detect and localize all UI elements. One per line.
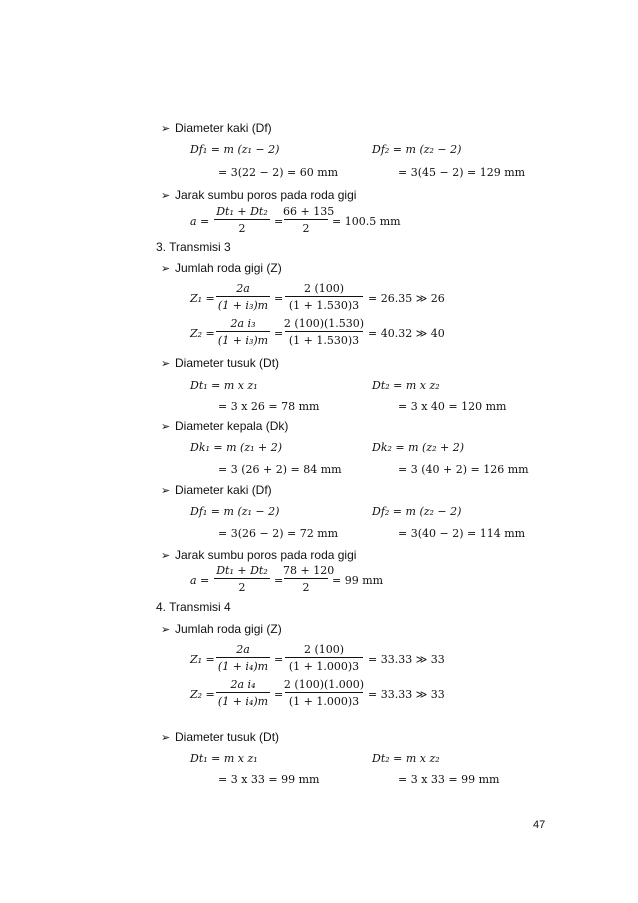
fraction-denominator: (1 + i₃)m — [217, 334, 269, 347]
equals-sign: = — [274, 215, 284, 228]
formula-left: Dk₁ = m (z₁ + 2) — [190, 441, 283, 454]
fraction-numerator: 2 (100) — [303, 643, 345, 656]
fraction-bar — [216, 296, 270, 297]
bullet-arrow-icon: ➢ — [161, 122, 171, 135]
fraction-denominator: 2 — [302, 222, 310, 235]
equation-lhs: Z₁ = — [190, 292, 215, 305]
equation-lhs: a = — [190, 574, 210, 587]
formula-left: Df₁ = m (z₁ − 2) — [190, 143, 280, 156]
fraction-denominator: (1 + 1.000)3 — [288, 660, 360, 673]
formula-right: Df₂ = m (z₂ − 2) — [372, 505, 462, 518]
equation-result: = 33.33 ≫ 33 — [368, 688, 445, 701]
fraction-bar — [285, 331, 363, 332]
equation-result: = 40.32 ≫ 40 — [368, 327, 445, 340]
equation-result: = 100.5 mm — [332, 215, 401, 228]
bullet-arrow-icon: ➢ — [161, 623, 171, 636]
formula-left: Dt₁ = m x z₁ — [190, 752, 258, 765]
result-right: = 3 (40 + 2) = 126 mm — [398, 463, 529, 476]
equation-lhs: a = — [190, 215, 210, 228]
section-title: Diameter kaki (Df) — [175, 483, 272, 497]
equals-sign: = — [274, 688, 284, 701]
result-right: = 3(45 − 2) = 129 mm — [398, 166, 526, 179]
result-left: = 3 x 33 = 99 mm — [218, 773, 320, 786]
equals-sign: = — [274, 574, 284, 587]
fraction-numerator: 2a i₃ — [230, 317, 256, 330]
fraction-numerator: 2a i₄ — [230, 678, 256, 691]
section-title: Jarak sumbu poros pada roda gigi — [175, 548, 357, 562]
formula-right: Dk₂ = m (z₂ + 2) — [372, 441, 465, 454]
bullet-arrow-icon: ➢ — [161, 357, 171, 370]
formula-left: Df₁ = m (z₁ − 2) — [190, 505, 280, 518]
fraction-numerator: 2a — [236, 643, 250, 656]
fraction-denominator: 2 — [238, 581, 246, 594]
fraction-bar — [285, 657, 363, 658]
fraction-bar — [284, 578, 328, 579]
formula-left: Dt₁ = m x z₁ — [190, 379, 258, 392]
section-title: Diameter kepala (Dk) — [175, 419, 289, 433]
fraction-denominator: 2 — [302, 581, 310, 594]
fraction-numerator: 2 (100)(1.000) — [283, 678, 365, 691]
formula-right: Dt₂ = m x z₂ — [372, 752, 440, 765]
fraction-denominator: 2 — [238, 222, 246, 235]
bullet-arrow-icon: ➢ — [161, 484, 171, 497]
section-title: Diameter tusuk (Dt) — [175, 356, 280, 370]
result-left: = 3 x 26 = 78 mm — [218, 400, 320, 413]
result-right: = 3(40 − 2) = 114 mm — [398, 527, 526, 540]
fraction-bar — [214, 219, 270, 220]
numbered-heading: 4. Transmisi 4 — [156, 600, 231, 614]
result-left: = 3 (26 + 2) = 84 mm — [218, 463, 342, 476]
bullet-arrow-icon: ➢ — [161, 189, 171, 202]
fraction-bar — [216, 331, 270, 332]
section-title: Diameter kaki (Df) — [175, 121, 272, 135]
equals-sign: = — [274, 327, 284, 340]
numbered-heading: 3. Transmisi 3 — [156, 240, 231, 254]
fraction-bar — [285, 692, 363, 693]
result-left: = 3(26 − 2) = 72 mm — [218, 527, 339, 540]
fraction-bar — [285, 296, 363, 297]
formula-right: Dt₂ = m x z₂ — [372, 379, 440, 392]
page-number: 47 — [533, 819, 546, 831]
fraction-numerator: 66 + 135 — [283, 205, 335, 218]
formula-right: Df₂ = m (z₂ − 2) — [372, 143, 462, 156]
fraction-denominator: (1 + 1.530)3 — [288, 334, 360, 347]
fraction-bar — [284, 219, 328, 220]
bullet-arrow-icon: ➢ — [161, 420, 171, 433]
fraction-numerator: 2 (100) — [303, 282, 345, 295]
result-left: = 3(22 − 2) = 60 mm — [218, 166, 339, 179]
equals-sign: = — [274, 653, 284, 666]
bullet-arrow-icon: ➢ — [161, 262, 171, 275]
section-title: Jumlah roda gigi (Z) — [175, 261, 282, 275]
fraction-numerator: 2a — [236, 282, 250, 295]
fraction-denominator: (1 + i₄)m — [217, 660, 269, 673]
fraction-numerator: Dt₁ + Dt₂ — [216, 205, 268, 218]
bullet-arrow-icon: ➢ — [161, 731, 171, 744]
equation-result: = 33.33 ≫ 33 — [368, 653, 445, 666]
fraction-bar — [216, 692, 270, 693]
fraction-denominator: (1 + i₄)m — [217, 695, 269, 708]
equation-result: = 99 mm — [332, 574, 384, 587]
equals-sign: = — [274, 292, 284, 305]
fraction-bar — [214, 578, 270, 579]
section-title: Jarak sumbu poros pada roda gigi — [175, 188, 357, 202]
section-title: Jumlah roda gigi (Z) — [175, 622, 282, 636]
equation-result: = 26.35 ≫ 26 — [368, 292, 445, 305]
fraction-denominator: (1 + 1.530)3 — [288, 299, 360, 312]
equation-lhs: Z₂ = — [190, 688, 215, 701]
bullet-arrow-icon: ➢ — [161, 549, 171, 562]
result-right: = 3 x 33 = 99 mm — [398, 773, 500, 786]
fraction-numerator: 78 + 120 — [283, 564, 335, 577]
equation-lhs: Z₂ = — [190, 327, 215, 340]
fraction-bar — [216, 657, 270, 658]
section-title: Diameter tusuk (Dt) — [175, 730, 280, 744]
fraction-numerator: 2 (100)(1.530) — [283, 317, 365, 330]
fraction-denominator: (1 + i₃)m — [217, 299, 269, 312]
result-right: = 3 x 40 = 120 mm — [398, 400, 507, 413]
fraction-denominator: (1 + 1.000)3 — [288, 695, 360, 708]
equation-lhs: Z₁ = — [190, 653, 215, 666]
fraction-numerator: Dt₁ + Dt₂ — [216, 564, 268, 577]
